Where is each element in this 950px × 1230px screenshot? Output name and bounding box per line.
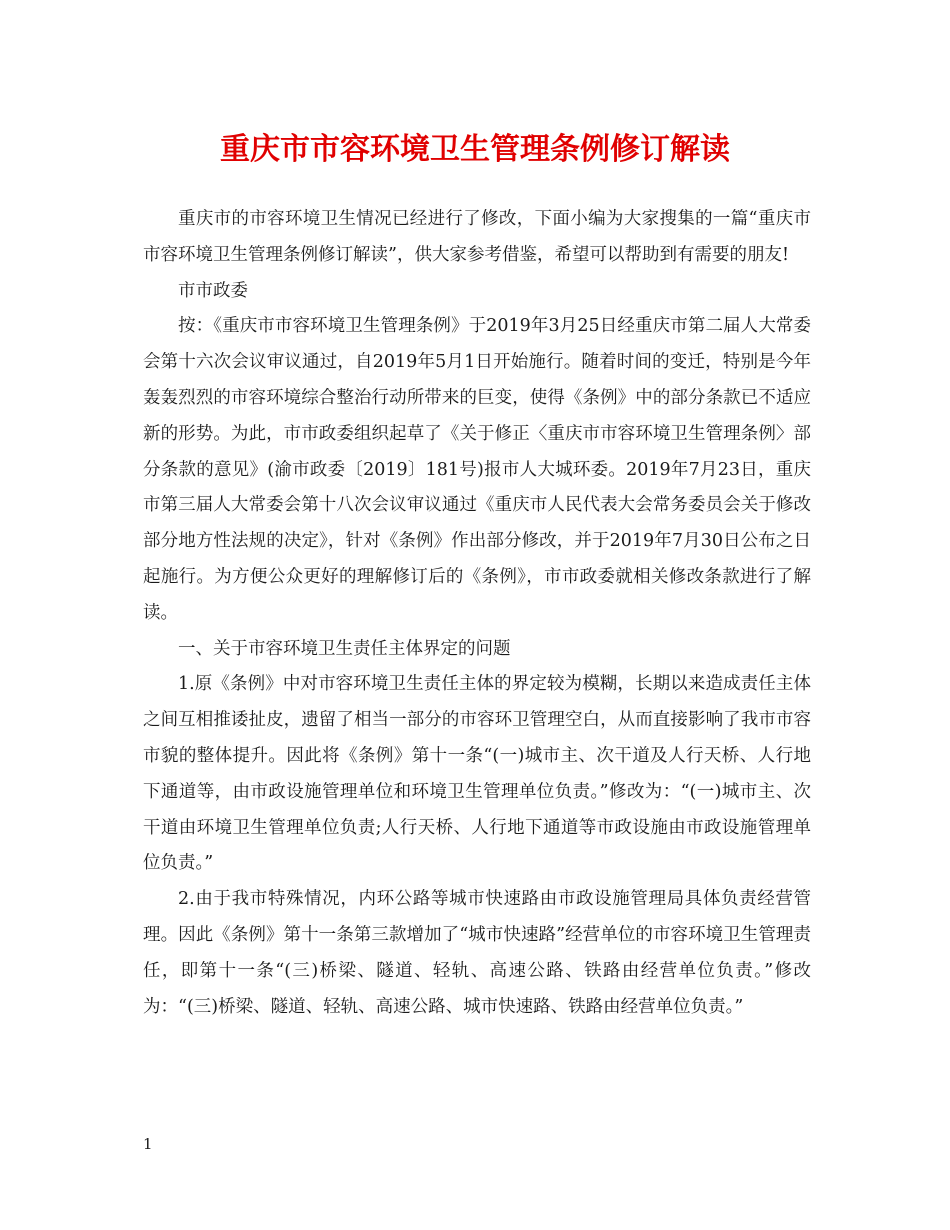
body-paragraph: 1.原《条例》中对市容环境卫生责任主体的界定较为模糊，长期以来造成责任主体之间互相推诿扯皮，遗留了相当一部分的市容环卫管理空白，从而直接影响了我市市容市貌的整体提升。因此将《条例》第十一条“(一)城市主、次干道及人行天桥、人行地下通道等，由市政设施管理单位和环境卫生管理单位负责。”修改为：“(一)城市主、次干道由环境卫生管理单位负责;人行天桥、人行地下通道等市政设施由市政设施管理单位负责。” bbox=[143, 674, 811, 874]
document-body bbox=[143, 202, 811, 1025]
body-paragraph: 2.由于我市特殊情况，内环公路等城市快速路由市政设施管理局具体负责经营管理。因此《条例》第十一条第三款增加了“城市快速路”经营单位的市容环境卫生管理责任，即第十一条“(三)桥梁、隧道、轻轨、高速公路、铁路由经营单位负责。”修改为：“(三)桥梁、隧道、轻轨、高速公路、城市快速路、铁路由经营单位负责。” bbox=[143, 889, 811, 1017]
page-number: 1 bbox=[143, 1135, 153, 1153]
section-heading: 一、关于市容环境卫生责任主体界定的问题 bbox=[178, 638, 511, 659]
intro-paragraph: 重庆市的市容环境卫生情况已经进行了修改，下面小编为大家搜集的一篇“重庆市市容环境卫生管理条例修订解读”，供大家参考借鉴，希望可以帮助到有需要的朋友! bbox=[143, 209, 811, 265]
body-paragraph: 按：《重庆市市容环境卫生管理条例》于2019年3月25日经重庆市第二届人大常委会第十六次会议审议通过，自2019年5月1日开始施行。随着时间的变迁，特别是今年轰轰烈烈的市容环境综合整治行动所带来的巨变，使得《条例》中的部分条款已不适应新的形势。为此，市市政委组织起草了《关于修正〈重庆市市容环境卫生管理条例〉部分条款的意见》(渝市政委〔2019〕181号)报市人大城环委。2019年7月23日，重庆市第三届人大常委会第十八次会议审议通过《重庆市人民代表大会常务委员会关于修改部分地方性法规的决定》，针对《条例》作出部分修改，并于2019年7月30日公布之日起施行。为方便公众更好的理解修订后的《条例》，市市政委就相关修改条款进行了解读。 bbox=[143, 316, 811, 623]
document-title: 重庆市市容环境卫生管理条例修订解读 bbox=[220, 132, 730, 167]
author-line: 市市政委 bbox=[178, 280, 248, 301]
